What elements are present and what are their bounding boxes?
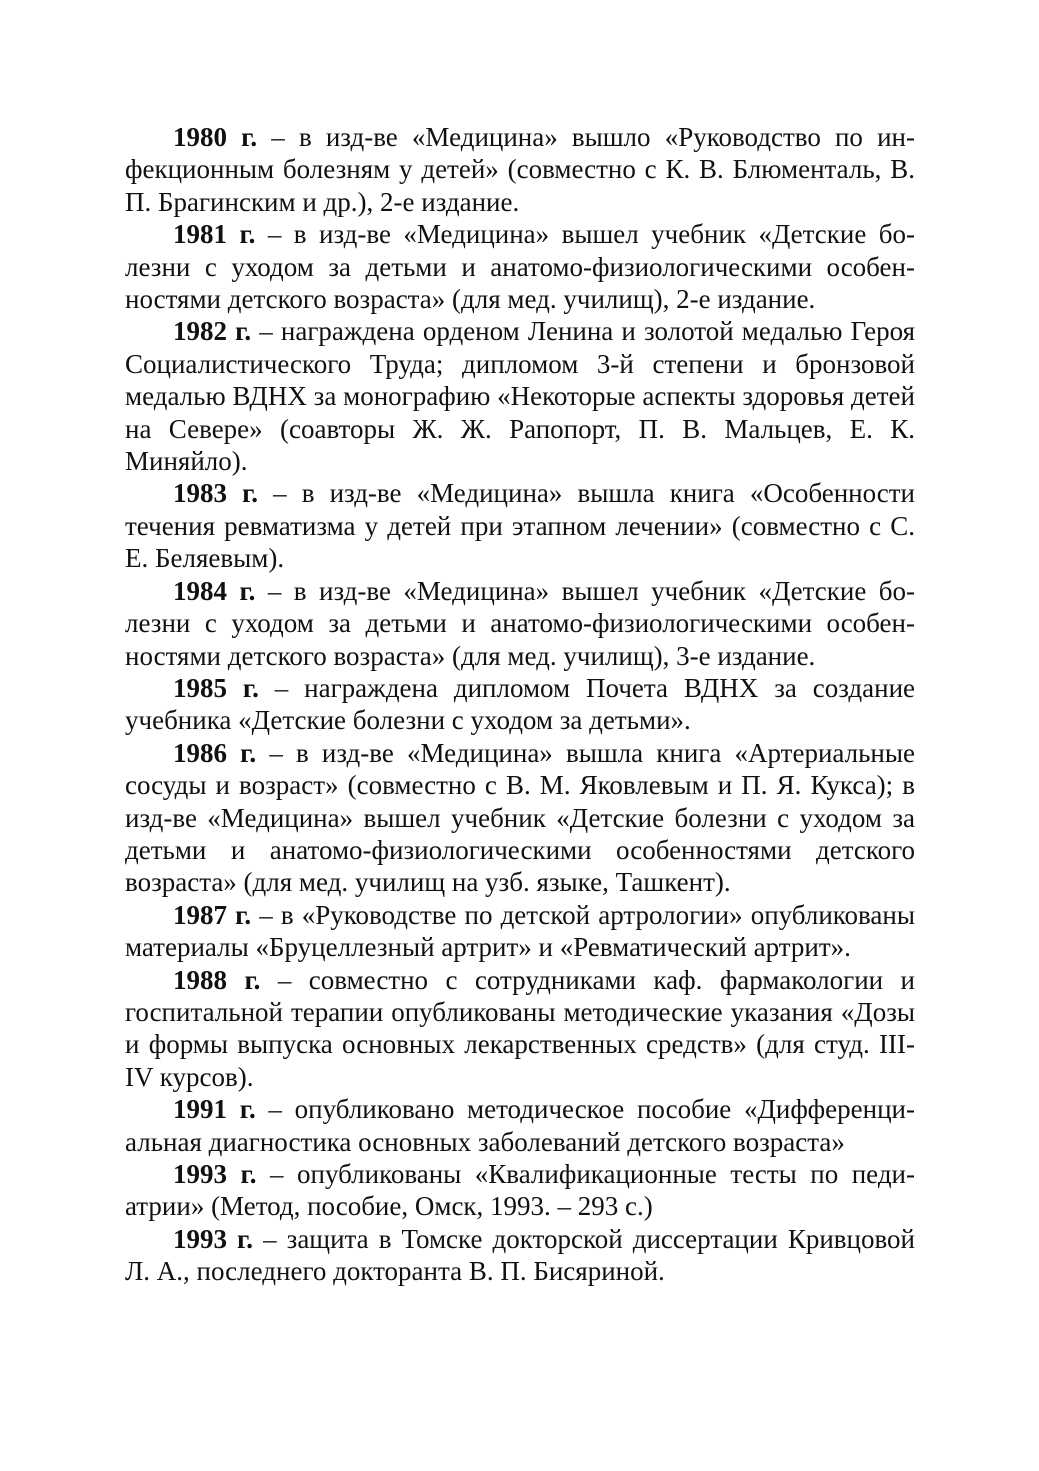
chronology-entry-1980 bbox=[125, 121, 915, 218]
entry-year: 1980 г. bbox=[173, 122, 258, 152]
chronology-entry-1983 bbox=[125, 477, 915, 574]
entry-text: – в изд-ве «Медицина» вышла книга «Артериальные сосуды и возраст» (совместно с В. М. Яковлевым и П. Я. Кукса); в изд-ве «Медицина» вышел учебник «Детские болезни с уходом за детьми и анатомо-физиологическими особенностями детского возраста» (для мед. училищ на узб. языке, Ташкент). bbox=[125, 737, 915, 898]
chronology-entry-1984 bbox=[125, 575, 915, 672]
chronology-entry-1993b bbox=[125, 1223, 915, 1288]
entry-year: 1983 г. bbox=[173, 478, 259, 509]
chronology-entry-1982 bbox=[125, 315, 915, 477]
entry-year: 1993 г. bbox=[173, 1159, 257, 1189]
chronology-entry-1985 bbox=[125, 672, 915, 737]
entry-text: – награждена орденом Ленина и золотой медалью Героя Социалистического Труда; дипломом 3-й степени и бронзовой медалью ВДНХ за монографию «Некоторые аспекты здоровья детей на Севере» (соавторы Ж. Ж. Рапопорт, П. В. Мальцев, Е. К. Миняйло). bbox=[125, 316, 916, 477]
document-page bbox=[125, 121, 915, 1288]
chronology-entry-1987 bbox=[125, 899, 915, 964]
entry-year: 1991 г. bbox=[173, 1094, 256, 1125]
chronology-entry-1986 bbox=[125, 737, 915, 899]
entry-text: – опубликовано методическое пособие «Дифференциальная диагностика основных заболеваний детского возраста» bbox=[125, 1094, 915, 1157]
entry-text: – в изд-ве «Медицина» вышел учебник «Детские болезни с уходом за детьми и анатомо-физиологическими особенностями детского возраста» (для мед. училищ), 2-е издание. bbox=[125, 219, 916, 315]
entry-year: 1988 г. bbox=[173, 964, 261, 995]
chronology-entry-1991 bbox=[125, 1093, 915, 1158]
entry-text: – в изд-ве «Медицина» вышла книга «Особенности течения ревматизма у детей при этапном лечении» (совместно с С. Е. Беляевым). bbox=[125, 478, 916, 574]
entry-year: 1985 г. bbox=[173, 672, 259, 703]
entry-text: – совместно с сотрудниками каф. фармакологии и госпитальной терапии опубликованы методические указания «Дозы и формы выпуска основных лекарственных средств» (для студ. III-IV курсов). bbox=[125, 964, 915, 1092]
entry-year: 1981 г. bbox=[173, 219, 256, 250]
entry-text: – награждена дипломом Почета ВДНХ за создание учебника «Детские болезни с уходом за детьми». bbox=[125, 672, 916, 736]
chronology-entry-1993a bbox=[125, 1158, 915, 1223]
entry-year: 1984 г. bbox=[173, 575, 256, 606]
entry-text: – в изд-ве «Медицина» вышло «Руководство по инфекционным болезням у детей» (совместно с К. В. Блюменталь, В. П. Брагинским и др.), 2-е издание. bbox=[125, 122, 915, 217]
entry-year: 1993 г. bbox=[173, 1223, 254, 1254]
chronology-entry-1981 bbox=[125, 218, 915, 315]
entry-year: 1986 г. bbox=[173, 737, 257, 768]
chronology-entry-1988 bbox=[125, 964, 915, 1094]
entry-text: – в изд-ве «Медицина» вышел учебник «Детские болезни с уходом за детьми и анатомо-физиологическими особенностями детского возраста» (для мед. училищ), 3-е издание. bbox=[125, 575, 916, 671]
entry-text: – защита в Томске докторской диссертации Кривцовой Л. А., последнего докторанта В. П. Бисяриной. bbox=[125, 1223, 916, 1287]
entry-year: 1987 г. bbox=[173, 899, 252, 930]
entry-text: – в «Руководстве по детской артрологии» опубликованы материалы «Бруцеллезный артрит» и «Ревматический артрит». bbox=[125, 899, 915, 963]
entry-year: 1982 г. bbox=[173, 316, 252, 347]
entry-text: – опубликованы «Квалификационные тесты по педиатрии» (Метод, пособие, Омск, 1993. – 293 с.) bbox=[125, 1159, 916, 1222]
